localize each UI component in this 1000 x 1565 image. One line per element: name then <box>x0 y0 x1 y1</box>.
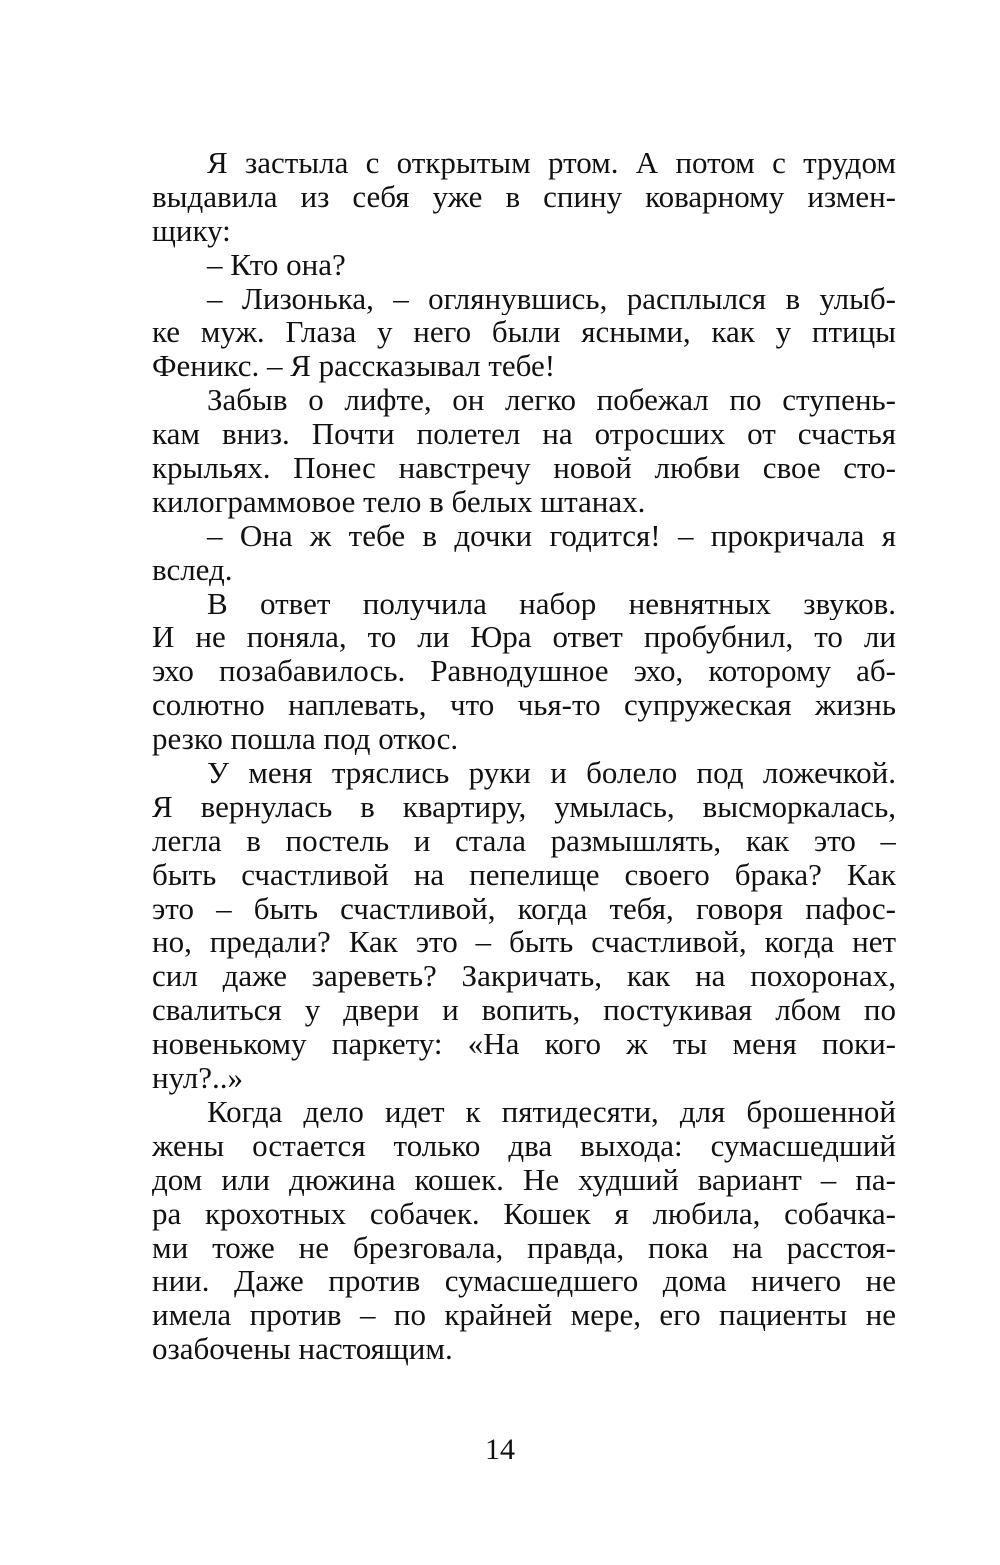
text-line: ми тоже не брезговала, правда, пока на расстоя- <box>152 1230 896 1265</box>
text-line: щику: <box>152 213 231 248</box>
text-line: резко пошла под откос. <box>152 722 459 757</box>
text-line: свалиться у двери и вопить, постукивая лбом по <box>152 993 896 1028</box>
text-line: нул?..» <box>152 1061 243 1095</box>
text-line: Забыв о лифте, он легко побежал по ступень- <box>207 383 896 418</box>
text-line: килограммовое тело в белых штанах. <box>152 484 646 519</box>
text-line: дом или дюжина кошек. Не худший вариант – па- <box>152 1162 896 1197</box>
text-line: легла в постель и стала размышлять, как это – <box>152 823 896 858</box>
text-line: Когда дело идет к пятидесяти, для брошенной <box>207 1094 896 1129</box>
text-line: эхо позабавилось. Равнодушное эхо, которому аб- <box>152 654 896 689</box>
text-line: – Кто она? <box>207 247 346 282</box>
text-line: выдавила из себя уже в спину коварному измен- <box>152 179 896 214</box>
text-line: – Лизонька, – оглянувшись, расплылся в улыб- <box>207 281 896 316</box>
text-line: но, предали? Как это – быть счастливой, когда нет <box>152 925 896 960</box>
text-line: В ответ получила набор невнятных звуков. <box>207 586 896 621</box>
text-line: имела против – по крайней мере, его пациенты не <box>152 1298 896 1333</box>
text-line: это – быть счастливой, когда тебя, говоря пафос- <box>152 891 896 926</box>
text-line: ра крохотных собачек. Кошек я любила, собачка- <box>152 1196 896 1231</box>
text-line: вслед. <box>152 552 233 587</box>
text-line: Я застыла с открытым ртом. А потом с трудом <box>207 146 896 180</box>
text-line: солютно наплевать, что чья-то супружеская жизнь <box>152 688 896 723</box>
text-line: ке муж. Глаза у него были ясными, как у птицы <box>152 315 896 350</box>
text-line: У меня тряслись руки и болело под ложечкой. <box>207 756 896 790</box>
text-line: новенькому паркету: «На кого ж ты меня поки- <box>152 1027 896 1062</box>
text-line: крыльях. Понес навстречу новой любви свое сто- <box>152 451 896 485</box>
text-line: жены остается только два выхода: сумасшедший <box>152 1128 896 1163</box>
text-line: нии. Даже против сумасшедшего дома ничего не <box>152 1264 896 1299</box>
text-line: Я вернулась в квартиру, умылась, высморкалась, <box>152 789 896 824</box>
text-line: озабочены настоящим. <box>152 1332 453 1367</box>
page-number: 14 <box>485 1433 515 1466</box>
text-line: сил даже зареветь? Закричать, как на похоронах, <box>152 959 896 994</box>
text-line: Феникс. – Я рассказывал тебе! <box>152 349 556 384</box>
text-line: И не поняла, то ли Юра ответ пробубнил, то ли <box>152 620 896 655</box>
text-line: быть счастливой на пепелище своего брака? Как <box>152 857 896 892</box>
text-line: кам вниз. Почти полетел на отросших от счастья <box>152 417 896 452</box>
text-line: – Она ж тебе в дочки годится! – прокричала я <box>207 518 896 553</box>
body-text <box>152 146 896 1366</box>
